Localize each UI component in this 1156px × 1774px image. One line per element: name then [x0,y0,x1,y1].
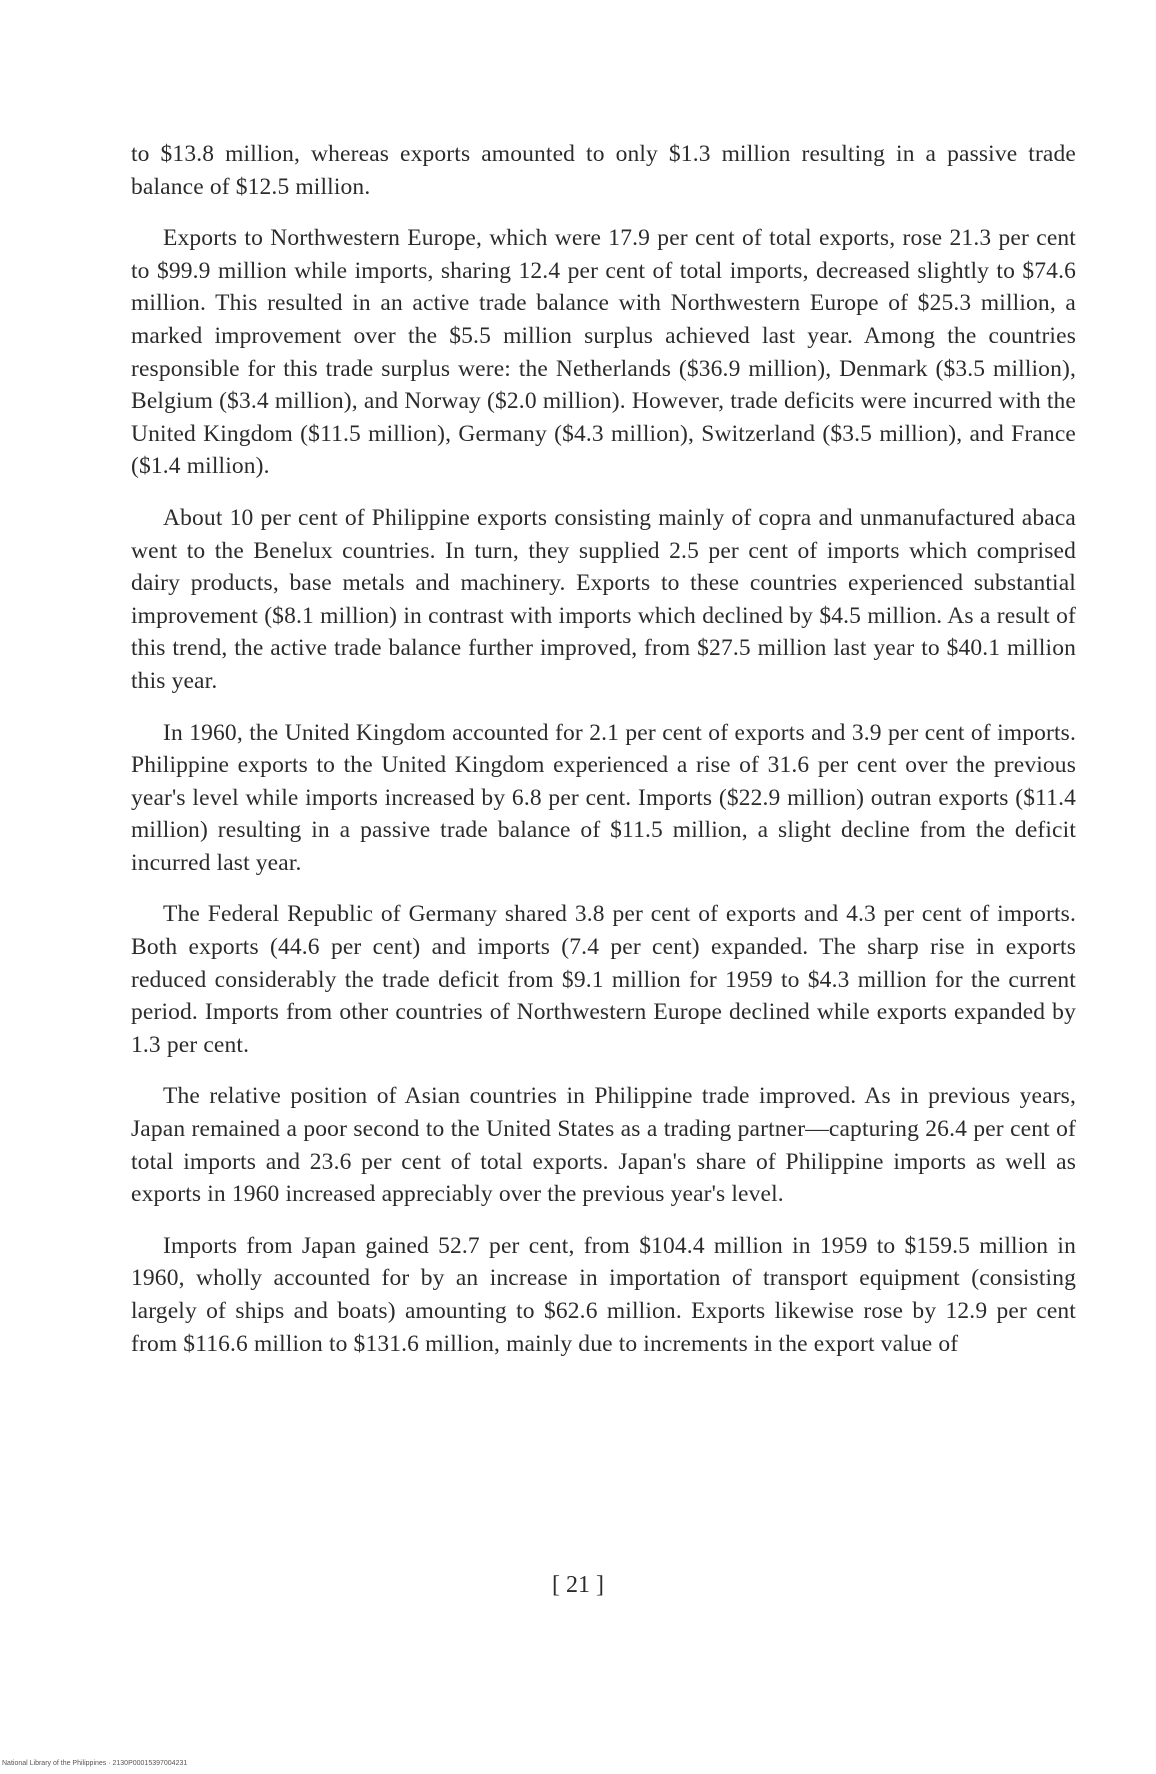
footer-watermark: National Library of the Philippines · 2130P00015397004231 [2,1760,188,1767]
body-text [131,138,1076,1379]
paragraph-continuation: to $13.8 million, whereas exports amounted to only $1.3 million resulting in a passive trade balance of $12.5 million. [131,141,1076,200]
paragraph-united-kingdom: In 1960, the United Kingdom accounted for 2.1 per cent of exports and 3.9 per cent of imports. Philippine exports to the United Kingdom experienced a rise of 31.6 per cent over the previous year's level while imports increased by 6.8 per cent. Imports ($22.9 million) outran exports ($11.4 million) resulting in a passive trade balance of $11.5 million, a slight decline from the deficit incurred last year. [131,719,1076,876]
page-number: [ 21 ] [552,1572,604,1598]
paragraph-germany: The Federal Republic of Germany shared 3.8 per cent of exports and 4.3 per cent of imports. Both exports (44.6 per cent) and imports (7.4 per cent) expanded. The sharp rise in exports reduced considerably the trade deficit from $9.1 million for 1959 to $4.3 million for the current period. Imports from other countries of Northwestern Europe declined while exports expanded by 1.3 per cent. [131,901,1076,1058]
paragraph-northwestern-europe: Exports to Northwestern Europe, which were 17.9 per cent of total exports, rose 21.3 per cent to $99.9 million while imports, sharing 12.4 per cent of total imports, decreased slightly to $74.6 million. This resulted in an active trade balance with Northwestern Europe of $25.3 million, a marked improvement over the $5.5 million surplus achieved last year. Among the countries responsible for this trade surplus were: the Netherlands ($36.9 million), Denmark ($3.5 million), Belgium ($3.4 million), and Norway ($2.0 million). However, trade deficits were incurred with the United Kingdom ($11.5 million), Germany ($4.3 million), Switzerland ($3.5 million), and France ($1.4 million). [131,225,1076,480]
paragraph-benelux: About 10 per cent of Philippine exports consisting mainly of copra and unmanufactured abaca went to the Benelux countries. In turn, they supplied 2.5 per cent of imports which comprised dairy products, base metals and machinery. Exports to these countries experienced substantial improvement ($8.1 million) in contrast with imports which declined by $4.5 million. As a result of this trend, the active trade balance further improved, from $27.5 million last year to $40.1 million this year. [131,504,1076,694]
paragraph-asian-countries: The relative position of Asian countries in Philippine trade improved. As in previous years, Japan remained a poor second to the United States as a trading partner—capturing 26.4 per cent of total imports and 23.6 per cent of total exports. Japan's share of Philippine imports as well as exports in 1960 increased appreciably over the previous year's level. [131,1083,1076,1208]
paragraph-japan-imports: Imports from Japan gained 52.7 per cent, from $104.4 million in 1959 to $159.5 million in 1960, wholly accounted for by an increase in importation of transport equipment (consisting largely of ships and boats) amounting to $62.6 million. Exports likewise rose by 12.9 per cent from $116.6 million to $131.6 million, mainly due to increments in the export value of [131,1232,1076,1357]
